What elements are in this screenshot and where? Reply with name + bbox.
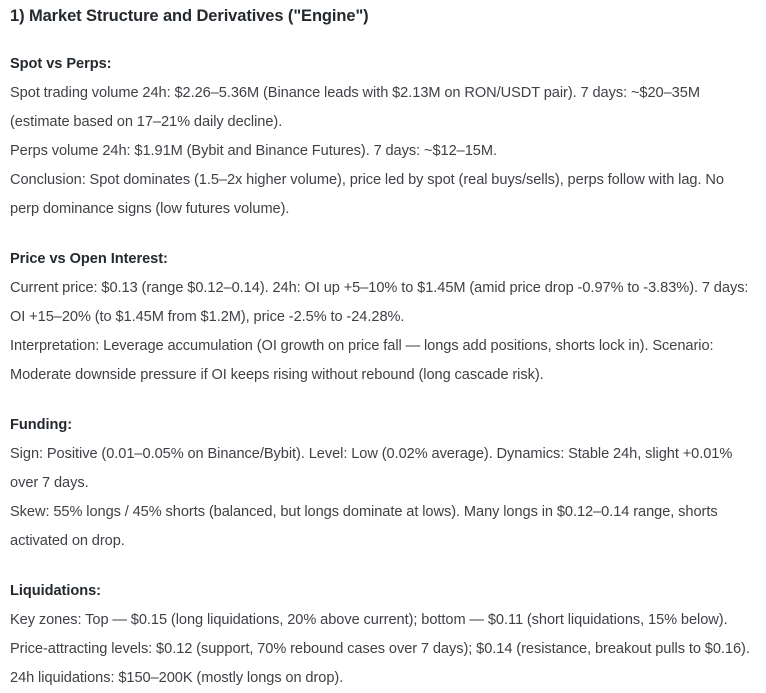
section-paragraph: Interpretation: Leverage accumulation (OI growth on price fall — longs add positions, shorts lock in). Scenario: Moderate downside pressure if OI keeps rising without rebound (long cascade risk). [10,338,714,383]
section-paragraph: Current price: $0.13 (range $0.12–0.14). 24h: OI up +5–10% to $1.45M (amid price drop -0.97% to -3.83%). 7 days: OI +15–20% (to $1.45M from $1.2M), price -2.5% to -24.28%. [10,280,749,325]
section-paragraph: Sign: Positive (0.01–0.05% on Binance/Bybit). Level: Low (0.02% average). Dynamics: Stable 24h, slight +0.01% over 7 days. [10,446,733,491]
section-funding [10,411,750,556]
section-heading: Price vs Open Interest: [10,251,168,267]
page-title: 1) Market Structure and Derivatives ("Engine") [10,7,369,25]
section-liquidations [10,577,750,693]
section-paragraph: Key zones: Top — $0.15 (long liquidations, 20% above current); bottom — $0.11 (short liquidations, 15% below). [10,612,728,628]
section-heading: Spot vs Perps: [10,56,112,72]
section-price-vs-open-interest [10,245,750,390]
section-paragraph: Price-attracting levels: $0.12 (support, 70% rebound cases over 7 days); $0.14 (resistance, breakout pulls to $0.16). 24h liquidations: $150–200K (mostly longs on drop). [10,641,750,686]
section-paragraph: Spot trading volume 24h: $2.26–5.36M (Binance leads with $2.13M on RON/USDT pair). 7 days: ~$20–35M (estimate based on 17–21% daily decline). [10,85,700,130]
section-heading: Funding: [10,417,73,433]
section-spot-vs-perps [10,50,750,224]
section-paragraph: Perps volume 24h: $1.91M (Bybit and Binance Futures). 7 days: ~$12–15M. [10,143,497,159]
section-paragraph: Conclusion: Spot dominates (1.5–2x higher volume), price led by spot (real buys/sells), perps follow with lag. No perp dominance signs (low futures volume). [10,172,724,217]
section-paragraph: Skew: 55% longs / 45% shorts (balanced, but longs dominate at lows). Many longs in $0.12–0.14 range, shorts activated on drop. [10,504,718,549]
section-heading: Liquidations: [10,583,101,599]
